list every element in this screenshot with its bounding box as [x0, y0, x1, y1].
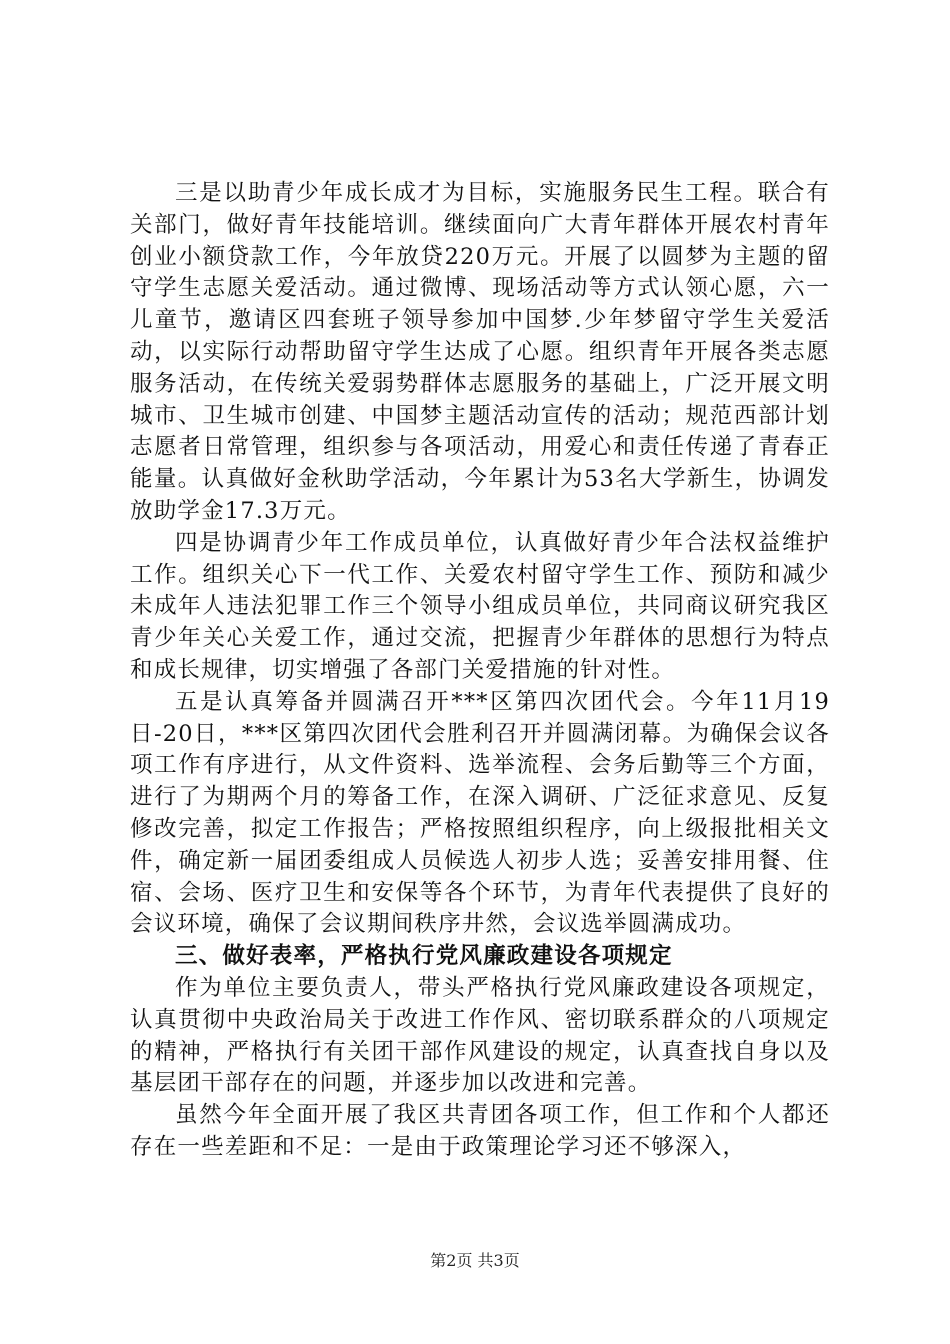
paragraph-integrity: 作为单位主要负责人，带头严格执行党风廉政建设各项规定，认真贯彻中央政治局关于改进工作作风、密切联系群众的八项规定的精神，严格执行有关团干部作风建设的规定，认真查找自身以及基层团干部存在的问题，并逐步加以改进和完善。	[130, 974, 830, 1097]
paragraph-item-4: 四是协调青少年工作成员单位，认真做好青少年合法权益维护工作。组织关心下一代工作、关爱农村留守学生工作、预防和减少未成年人违法犯罪工作三个领导小组成员单位，共同商议研究我区青少年关心关爱工作，通过交流，把握青少年群体的思想行为特点和成长规律，切实增强了各部门关爱措施的针对性。	[130, 529, 830, 683]
paragraph-shortcomings: 虽然今年全面开展了我区共青团各项工作，但工作和个人都还存在一些差距和不足：一是由于政策理论学习还不够深入，	[130, 1102, 830, 1160]
section-heading-3: 三、做好表率，严格执行党风廉政建设各项规定	[175, 943, 673, 970]
paragraph-item-5: 五是认真筹备并圆满召开***区第四次团代会。今年11月19日-20日，***区第四次团代会胜利召开并圆满闭幕。为确保会议各项工作有序进行，从文件资料、选举流程、会务后勤等三个方面，进行了为期两个月的筹备工作，在深入调研、广泛征求意见、反复修改完善，拟定工作报告；严格按照组织程序，向上级报批相关文件，确定新一届团委组成人员候选人初步人选；妥善安排用餐、住宿、会场、医疗卫生和安保等各个环节，为青年代表提供了良好的会议环境，确保了会议期间秩序井然，会议选举圆满成功。	[130, 688, 830, 938]
document-body	[130, 178, 830, 1164]
page-number-footer: 第2页 共3页	[430, 1251, 520, 1270]
paragraph-item-3: 三是以助青少年成长成才为目标，实施服务民生工程。联合有关部门，做好青年技能培训。继续面向广大青年群体开展农村青年创业小额贷款工作，今年放贷220万元。开展了以圆梦为主题的留守学生志愿关爱活动。通过微博、现场活动等方式认领心愿，六一儿童节，邀请区四套班子领导参加中国梦.少年梦留守学生关爱活动，以实际行动帮助留守学生达成了心愿。组织青年开展各类志愿服务活动，在传统关爱弱势群体志愿服务的基础上，广泛开展文明城市、卫生城市创建、中国梦主题活动宣传的活动；规范西部计划志愿者日常管理，组织参与各项活动，用爱心和责任传递了青春正能量。认真做好金秋助学活动，今年累计为53名大学新生，协调发放助学金17.3万元。	[130, 180, 830, 524]
